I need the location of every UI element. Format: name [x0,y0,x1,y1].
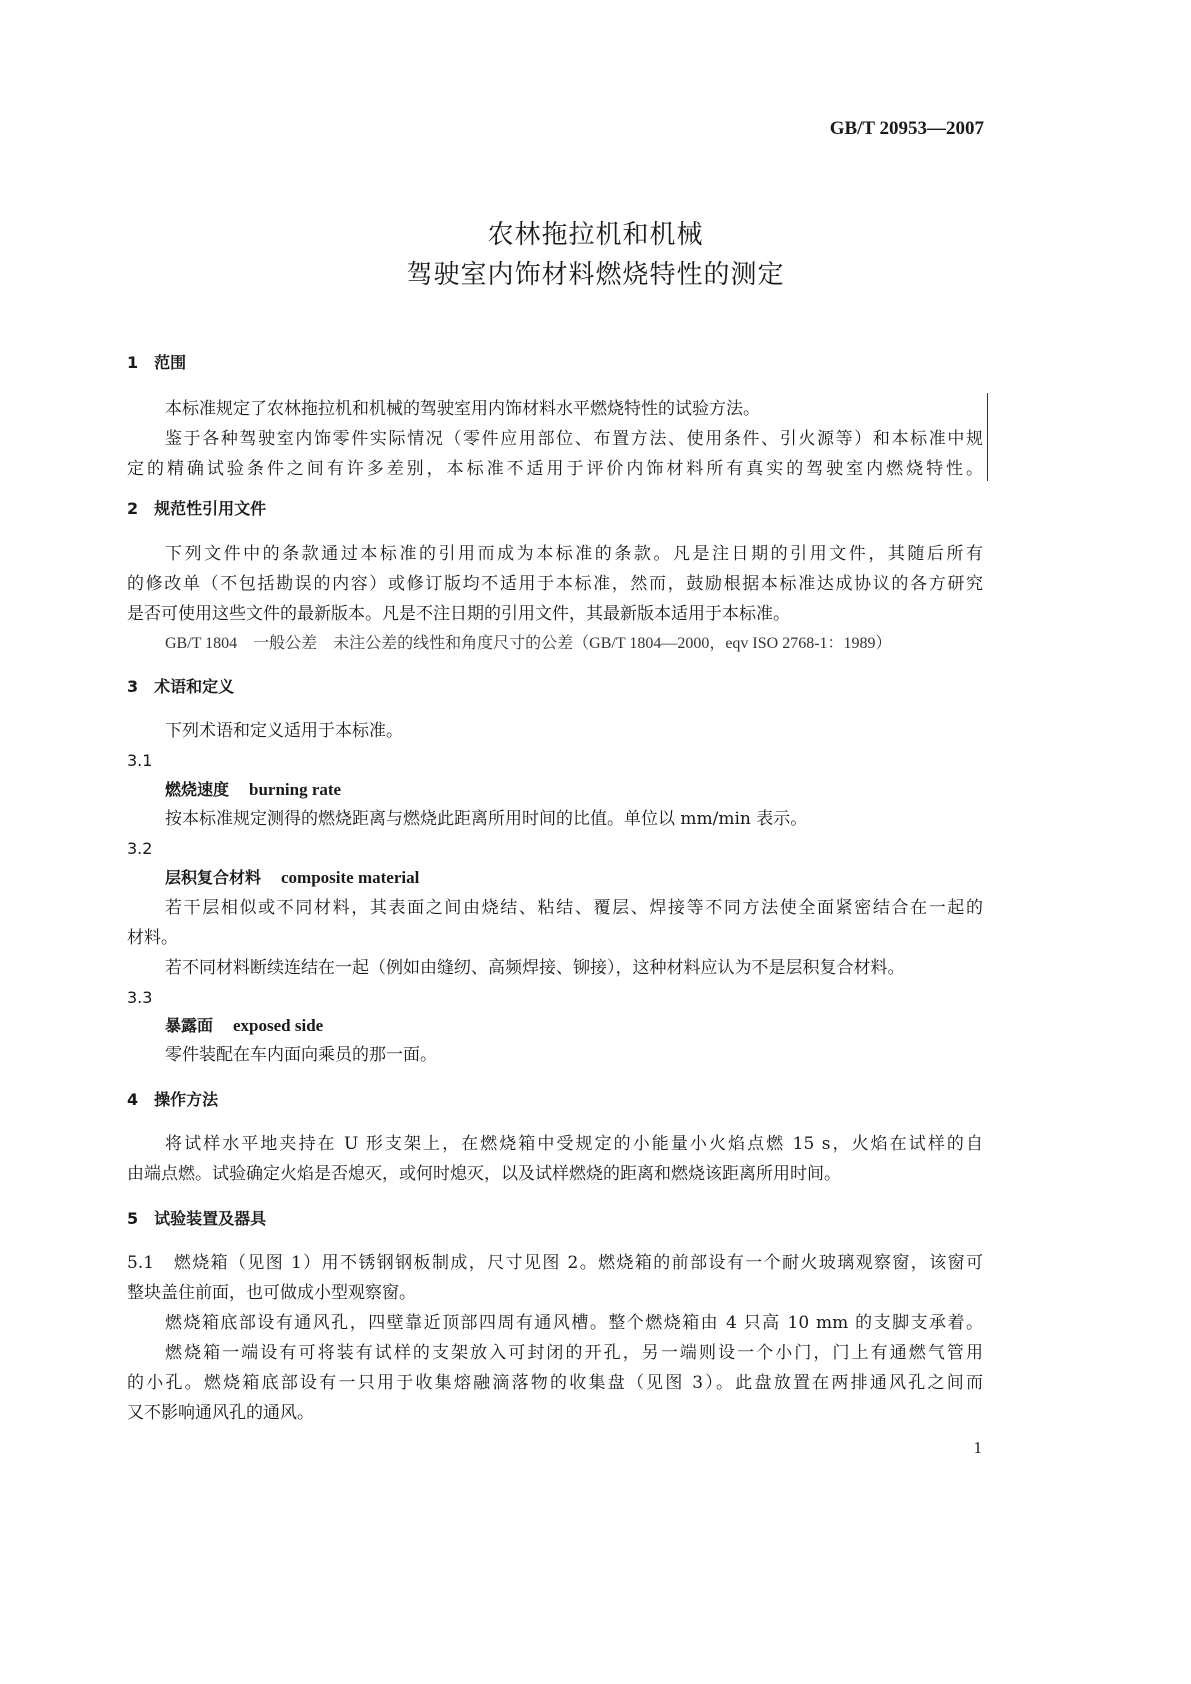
section-2-heading: 2 规范性引用文件 [127,499,267,518]
term-3-2-definition-line-2: 材料。 [127,928,178,948]
term-3-3 [165,1015,323,1037]
section-5-paragraph-2: 燃烧箱底部设有通风孔，四壁靠近顶部四周有通风槽。整个燃烧箱由 4 只高 10 mm 的支脚支承着。 [165,1313,983,1333]
section-3-intro: 下列术语和定义适用于本标准。 [165,721,403,741]
title-line-1: 农林拖拉机和机械 [487,220,704,250]
section-5-heading: 5 试验装置及器具 [127,1209,267,1228]
term-3-2 [165,867,419,889]
term-3-1-definition: 按本标准规定测得的燃烧距离与燃烧此距离所用时间的比值。单位以 mm/min 表示。 [165,809,808,829]
section-2-paragraph-line-1: 下列文件中的条款通过本标准的引用而成为本标准的条款。凡是注日期的引用文件，其随后所有 [165,544,983,564]
section-4-heading: 4 操作方法 [127,1090,219,1109]
section-4-paragraph-line-2: 由端点燃。试验确定火焰是否熄灭，或何时熄灭，以及试样燃烧的距离和燃烧该距离所用时间。 [127,1164,841,1184]
term-3-2-chinese: 层积复合材料 [165,868,262,887]
title-line-2: 驾驶室内饰材料燃烧特性的测定 [406,260,785,290]
term-3-3-definition: 零件装配在车内面向乘员的那一面。 [165,1045,437,1065]
normative-reference: GB/T 1804 一般公差 未注公差的线性和角度尺寸的公差（GB/T 1804—2000，eqv ISO 2768-1：1989） [165,635,892,652]
term-3-2-english: composite material [281,868,420,887]
section-1-heading: 1 范围 [127,353,187,372]
term-3-3-english: exposed side [233,1016,324,1035]
term-3-2-note: 若不同材料断续连结在一起（例如由缝纫、高频焊接、铆接），这种材料应认为不是层积复合材料。 [165,958,905,978]
section-5-paragraph-3-line-2: 的小孔。燃烧箱底部设有一只用于收集熔融滴落物的收集盘（见图 3）。此盘放置在两排通风孔之间而 [127,1373,983,1393]
section-5-paragraph-3-line-3: 又不影响通风孔的通风。 [127,1403,314,1423]
clause-3-1-number: 3.1 [127,751,153,770]
section-2-paragraph-line-3: 是否可使用这些文件的最新版本。凡是不注日期的引用文件，其最新版本适用于本标准。 [127,604,790,624]
term-3-2-definition-line-1: 若干层相似或不同材料，其表面之间由烧结、粘结、覆层、焊接等不同方法使全面紧密结合在一起的 [165,898,983,918]
term-3-1-chinese: 燃烧速度 [165,780,230,799]
term-3-3-chinese: 暴露面 [165,1016,214,1035]
section-4-paragraph-line-1: 将试样水平地夹持在 U 形支架上，在燃烧箱中受规定的小能量小火焰点燃 15 s，火焰在试样的自 [165,1134,983,1154]
section-1-paragraph-2-line-1: 鉴于各种驾驶室内饰零件实际情况（零件应用部位、布置方法、使用条件、引火源等）和本标准中规 [165,429,983,449]
section-5-1-line-2: 整块盖住前面，也可做成小型观察窗。 [127,1283,416,1303]
section-1-paragraph-1: 本标准规定了农林拖拉机和机械的驾驶室用内饰材料水平燃烧特性的试验方法。 [165,399,760,419]
section-3-heading: 3 术语和定义 [127,677,235,696]
section-5-1-line-1: 5.1 燃烧箱（见图 1）用不锈钢钢板制成，尺寸见图 2。燃烧箱的前部设有一个耐火玻璃观察窗，该窗可 [127,1253,983,1273]
section-2-paragraph-line-2: 的修改单（不包括勘误的内容）或修订版均不适用于本标准，然而，鼓励根据本标准达成协议的各方研究 [127,574,983,594]
change-bar [987,393,988,481]
term-3-1 [165,779,341,801]
clause-3-2-number: 3.2 [127,839,153,858]
page-number: 1 [973,1438,982,1457]
section-5-paragraph-3-line-1: 燃烧箱一端设有可将装有试样的支架放入可封闭的开孔，另一端则设一个小门，门上有通燃气管用 [165,1343,983,1363]
term-3-1-english: burning rate [249,780,342,799]
standard-code: GB/T 20953—2007 [829,118,984,139]
clause-3-3-number: 3.3 [127,988,153,1007]
section-1-paragraph-2-line-2: 定的精确试验条件之间有许多差别，本标准不适用于评价内饰材料所有真实的驾驶室内燃烧特性。 [127,459,983,479]
